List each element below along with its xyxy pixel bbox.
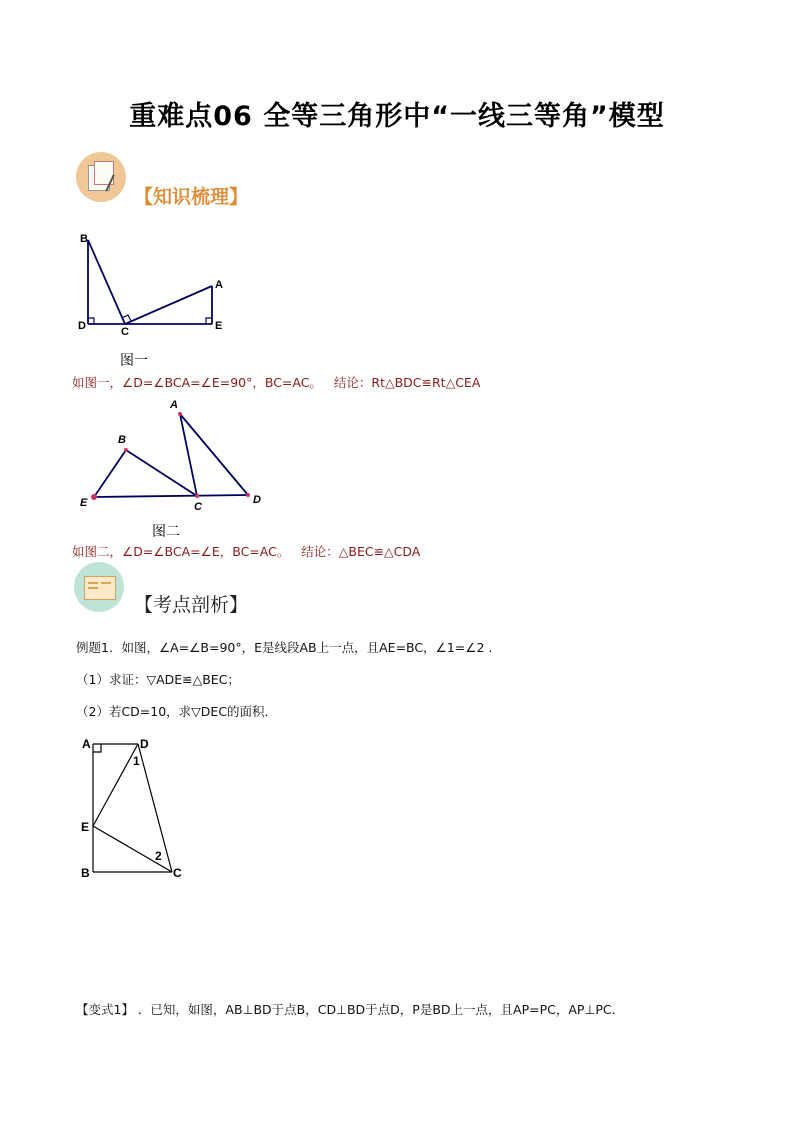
figure-one-diagram	[70, 228, 240, 338]
example-one-intro: 例题1．如图，∠A=∠B=90°，E是线段AB上一点，且AE=BC，∠1=∠2 .	[76, 640, 493, 655]
ex1-label-2: 2	[155, 849, 162, 863]
figure-one-caption: 图一	[120, 353, 148, 369]
variant-one-text: 【变式1】 ．已知，如图，AB⊥BD于点B，CD⊥BD于点D，P是BD上一点，且AP=PC，AP⊥PC．	[76, 1002, 625, 1017]
example-one-question-1: （1）求证：▽ADE≌△BEC；	[76, 672, 240, 687]
book-icon	[74, 562, 124, 612]
section-knowledge-title: 【知识梳理】	[134, 186, 249, 208]
fig2-label-C: C	[194, 501, 202, 513]
ex1-label-1: 1	[133, 754, 140, 768]
ex1-label-A: A	[82, 737, 91, 751]
figure-one-statement: 如图一，∠D=∠BCA=∠E=90°，BC=AC。 结论：Rt△BDC≌Rt△CEA	[72, 375, 481, 390]
figure-two-caption: 图二	[152, 524, 180, 540]
ex1-label-D: D	[140, 737, 149, 751]
figure-two-statement: 如图二，∠D=∠BCA=∠E，BC=AC。 结论：△BEC≌△CDA	[72, 544, 421, 559]
ex1-label-C: C	[173, 866, 182, 880]
fig2-label-A: A	[170, 399, 178, 411]
fig1-label-D: D	[78, 320, 86, 332]
figure-two-diagram	[72, 396, 272, 514]
section-analysis-title: 【考点剖析】	[134, 594, 249, 616]
example-one-diagram	[76, 732, 196, 884]
example-one-question-2: （2）若CD=10，求▽DEC的面积．	[76, 704, 278, 719]
fig1-label-C: C	[121, 326, 129, 338]
fig2-label-B: B	[118, 434, 126, 446]
fig1-label-B: B	[80, 233, 88, 245]
fig2-label-E: E	[80, 497, 88, 509]
ex1-label-E: E	[81, 820, 90, 834]
fig2-label-D: D	[253, 494, 261, 506]
fig1-label-A: A	[215, 279, 223, 291]
fig1-label-E: E	[215, 320, 223, 332]
ex1-label-B: B	[81, 866, 90, 880]
notebook-icon	[76, 152, 126, 202]
page-title: 重难点06 全等三角形中“一线三等角”模型	[129, 101, 665, 132]
